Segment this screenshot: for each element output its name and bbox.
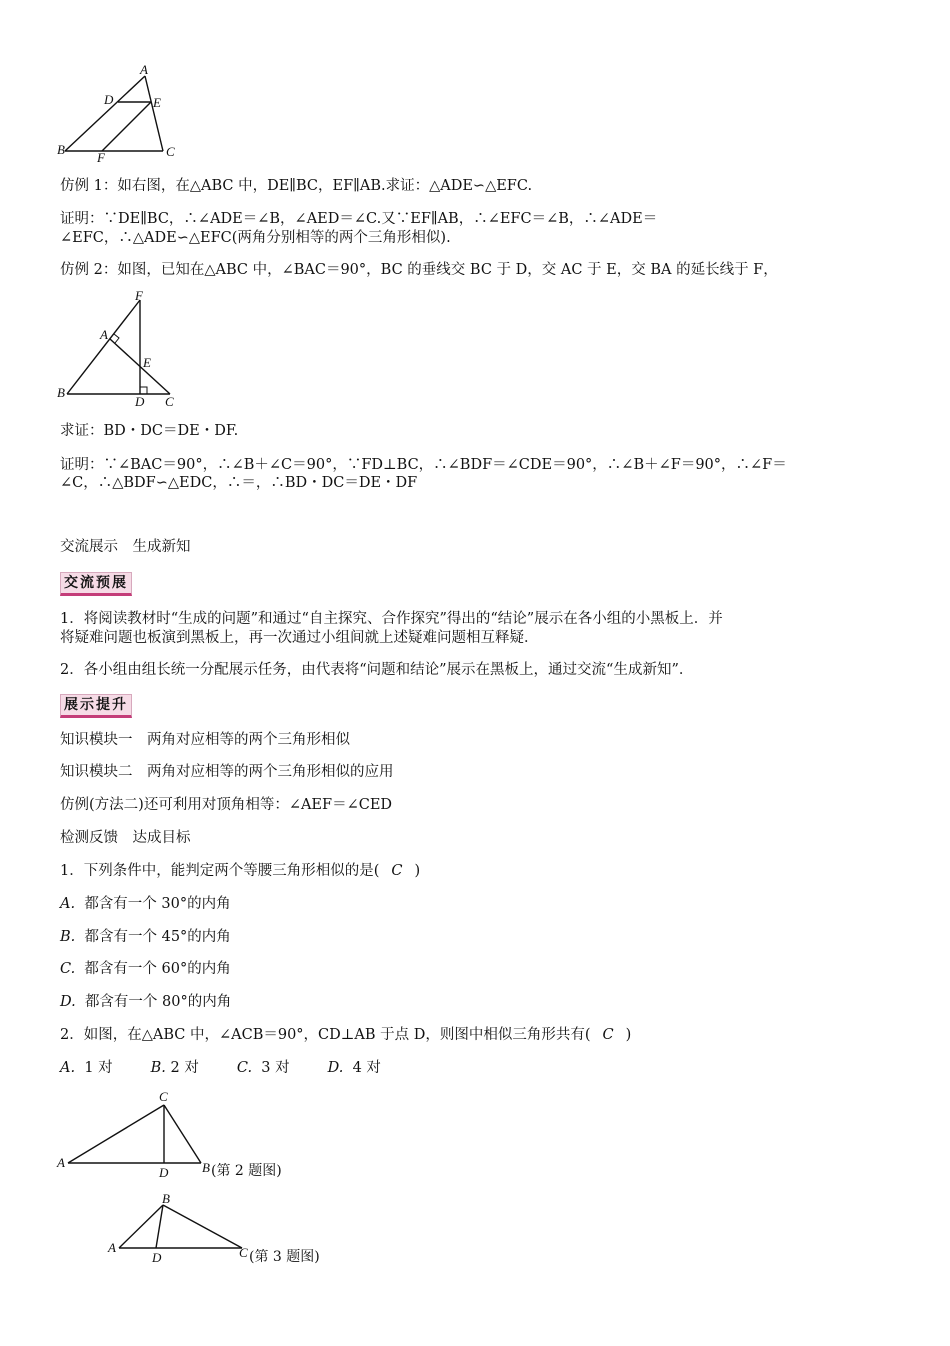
vertex-label-c: C	[165, 394, 174, 409]
option-letter: A.	[60, 1060, 76, 1076]
question1-option-b	[60, 927, 231, 947]
right-angle-mark-a	[114, 334, 119, 343]
example1-problem: 仿例 1：如右图，在△ABC 中，DE∥BC，EF∥AB.求证：△ADE∽△EFC.	[60, 178, 533, 194]
option-text: 都含有一个 45°的内角	[84, 929, 231, 945]
option-text: 都含有一个 30°的内角	[84, 896, 231, 912]
knowledge-module-1: 知识模块一 两角对应相等的两个三角形相似	[60, 732, 350, 748]
vertex-label-b: B	[162, 1191, 170, 1206]
option-text: 4 对	[352, 1060, 381, 1076]
vertex-label-d: D	[159, 1165, 169, 1180]
figure-question2	[55, 1088, 215, 1180]
example1-proof-line2: ∠EFC，∴△ADE∽△EFC(两角分别相等的两个三角形相似).	[60, 230, 451, 246]
vertex-label-d: D	[135, 394, 145, 409]
option-letter: C.	[60, 961, 76, 977]
vertex-label-f: F	[135, 288, 143, 303]
exchange-item1-line1: 1．将阅读教材时“生成的问题”和通过“自主探究、合作探究”得出的“结论”展示在各小组的小黑板上．并	[60, 611, 723, 627]
section-title-feedback: 检测反馈 达成目标	[60, 830, 191, 846]
example2-proof-line1: 证明：∵∠BAC＝90°，∴∠B＋∠C＝90°，∵FD⊥BC，∴∠BDF＝∠CDE＝90°，∴∠B＋∠F＝90°，∴∠F＝	[60, 457, 787, 473]
vertex-label-d: D	[104, 92, 114, 107]
figure-triangle-de-ef	[55, 62, 185, 164]
vertex-label-a: A	[140, 62, 148, 77]
figure-caption-question3: (第 3 题图)	[249, 1249, 320, 1265]
example1-proof-line1: 证明：∵DE∥BC，∴∠ADE＝∠B，∠AED＝∠C.又∵EF∥AB，∴∠EFC＝∠B，∴∠ADE＝	[60, 211, 658, 227]
segment-cb	[164, 1105, 201, 1163]
vertex-label-e: E	[143, 355, 151, 370]
figure-caption-question2: (第 2 题图)	[211, 1163, 282, 1179]
question2-stem-line	[60, 1025, 631, 1045]
figure-right-triangle-fd	[55, 288, 185, 410]
segment-bf	[67, 300, 140, 394]
question2-stem: 2．如图，在△ABC 中，∠ACB＝90°，CD⊥AB 于点 D，则图中相似三角形共有(	[60, 1027, 591, 1043]
question1-option-c	[60, 959, 231, 979]
option-letter: C.	[236, 1060, 253, 1076]
vertex-label-b: B	[57, 385, 65, 400]
question1-option-a	[60, 894, 231, 914]
vertex-label-b: B	[202, 1160, 210, 1175]
vertex-label-c: C	[239, 1245, 248, 1260]
option-letter: D.	[60, 994, 76, 1010]
vertex-label-f: F	[97, 150, 105, 164]
option-letter: B.	[60, 929, 76, 945]
segment-ab	[65, 76, 145, 151]
option-letter: B.	[150, 1060, 166, 1076]
exchange-item1-line2: 将疑难问题也板演到黑板上，再一次通过小组间就上述疑难问题相互释疑．	[60, 630, 539, 646]
vertex-label-d: D	[152, 1250, 162, 1265]
section-tag-show-improve: 展示提升	[60, 694, 132, 718]
question2-close-paren: )	[625, 1027, 632, 1043]
method-note: 仿例(方法二)还可利用对顶角相等：∠AEF＝∠CED	[60, 797, 393, 813]
exchange-item2: 2．各小组由组长统一分配展示任务，由代表将“问题和结论”展示在黑板上，通过交流“生成新知”．	[60, 662, 694, 678]
option-text: 1 对	[84, 1060, 113, 1076]
segment-ac	[68, 1105, 164, 1163]
option-letter: A.	[60, 896, 76, 912]
question1-answer: C	[391, 863, 403, 879]
question1-stem: 1．下列条件中，能判定两个等腰三角形相似的是(	[60, 863, 380, 879]
segment-bc	[163, 1205, 242, 1248]
question2-options	[60, 1058, 381, 1078]
section-title-exchange: 交流展示 生成新知	[60, 539, 191, 555]
vertex-label-c: C	[166, 144, 175, 159]
option-text: 都含有一个 80°的内角	[84, 994, 232, 1010]
question1-close-paren: )	[414, 863, 421, 879]
segment-ac	[145, 76, 163, 151]
example2-problem: 仿例 2：如图，已知在△ABC 中，∠BAC＝90°，BC 的垂线交 BC 于 D，交 AC 于 E，交 BA 的延长线于 F，	[60, 262, 778, 278]
vertex-label-a: A	[57, 1155, 65, 1170]
vertex-label-a: A	[108, 1240, 116, 1255]
question1-option-d	[60, 992, 231, 1012]
question1-stem-line	[60, 861, 420, 881]
option-letter: D.	[327, 1060, 344, 1076]
example2-prove-statement: 求证：BD・DC＝DE・DF.	[60, 423, 239, 439]
vertex-label-e: E	[153, 95, 161, 110]
section-tag-exchange-preview: 交流预展	[60, 572, 132, 596]
figure-question3	[105, 1190, 260, 1266]
question2-answer: C	[602, 1027, 614, 1043]
option-text: 3 对	[261, 1060, 290, 1076]
vertex-label-b: B	[57, 142, 65, 157]
vertex-label-c: C	[159, 1089, 168, 1104]
option-text: 2 对	[170, 1060, 199, 1076]
vertex-label-a: A	[100, 327, 108, 342]
right-angle-mark-d	[140, 387, 147, 394]
option-text: 都含有一个 60°的内角	[84, 961, 231, 977]
example2-proof-line2: ∠C，∴△BDF∽△EDC，∴＝，∴BD・DC＝DE・DF	[60, 475, 418, 491]
knowledge-module-2: 知识模块二 两角对应相等的两个三角形相似的应用	[60, 764, 394, 780]
